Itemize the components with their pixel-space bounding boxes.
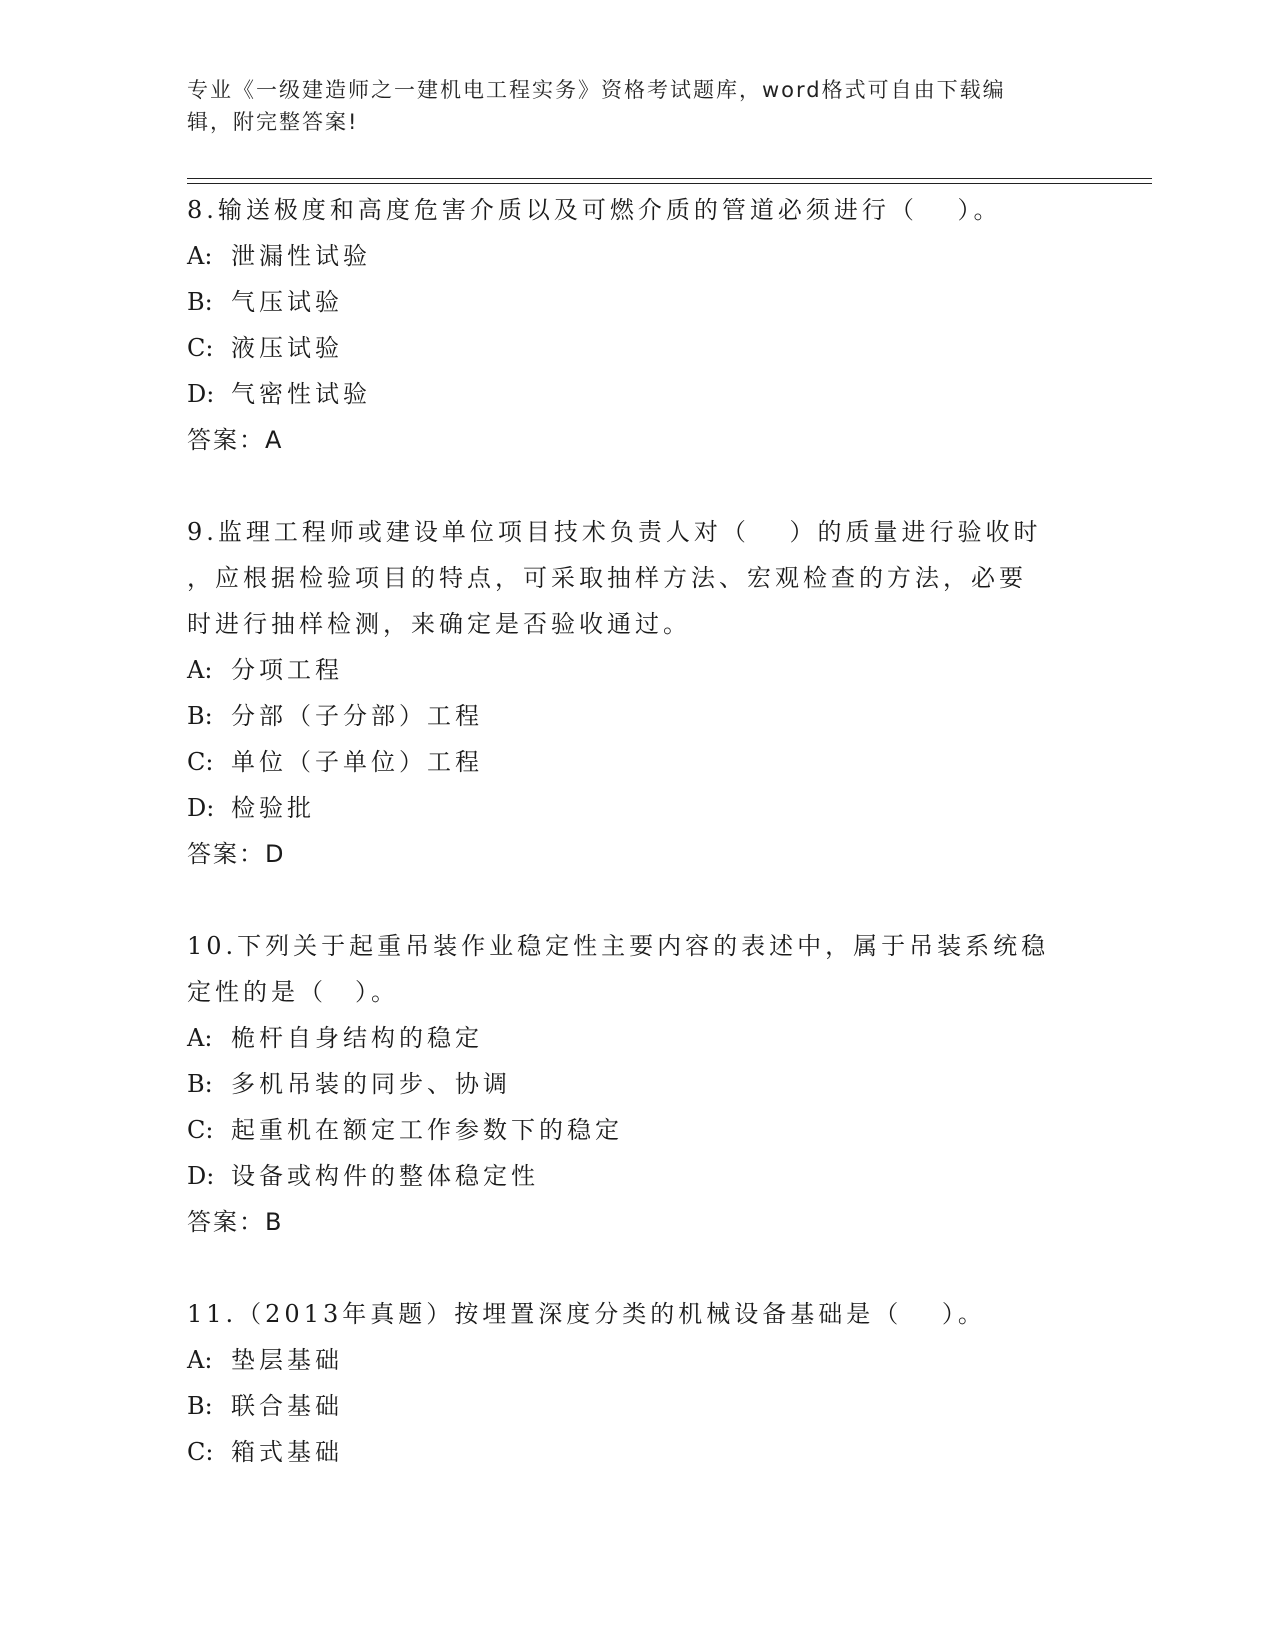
option-key: B: — [187, 702, 213, 730]
option-text: 联合基础 — [231, 1392, 343, 1420]
question-text-line: 时进行抽样检测，来确定是否验收通过。 — [187, 610, 691, 638]
option-a — [187, 647, 1087, 693]
option-text: 设备或构件的整体稳定性 — [231, 1162, 539, 1190]
option-key: C: — [187, 334, 214, 362]
answer-line: 答案：B — [187, 1208, 284, 1236]
option-text: 液压试验 — [231, 334, 343, 362]
option-key: A: — [187, 1346, 213, 1374]
option-a — [187, 1015, 1087, 1061]
option-text: 单位（子单位）工程 — [231, 748, 483, 776]
option-text: 泄漏性试验 — [231, 242, 371, 270]
option-key: B: — [187, 1392, 213, 1420]
header-line-1: 专业《一级建造师之一建机电工程实务》资格考试题库，word格式可自由下载编 — [187, 78, 1006, 102]
question-10 — [187, 923, 1087, 1245]
question-text-line: ，应根据检验项目的特点，可采取抽样方法、宏观检查的方法，必要 — [187, 564, 1027, 592]
option-key: D: — [187, 1162, 215, 1190]
option-key: B: — [187, 1070, 213, 1098]
option-text: 分部（子分部）工程 — [231, 702, 483, 730]
option-c — [187, 1429, 1087, 1475]
option-b — [187, 1383, 1087, 1429]
option-text: 气密性试验 — [231, 380, 371, 408]
question-text-line: 8.输送极度和高度危害介质以及可燃介质的管道必须进行（ ）。 — [187, 196, 1002, 224]
option-key: C: — [187, 1116, 214, 1144]
question-text-line: 9.监理工程师或建设单位项目技术负责人对（ ）的质量进行验收时 — [187, 518, 1042, 546]
question-11 — [187, 1291, 1087, 1475]
option-text: 检验批 — [231, 794, 315, 822]
option-text: 多机吊装的同步、协调 — [231, 1070, 511, 1098]
answer-line: 答案：D — [187, 840, 286, 868]
document-header — [187, 74, 1067, 138]
header-divider-top — [187, 178, 1152, 179]
option-b — [187, 279, 1087, 325]
question-list — [187, 187, 1087, 1475]
option-c — [187, 325, 1087, 371]
question-9 — [187, 509, 1087, 877]
header-line-2: 辑，附完整答案! — [187, 110, 359, 134]
option-c — [187, 739, 1087, 785]
question-text-line: 11.（2013年真题）按埋置深度分类的机械设备基础是（ ）。 — [187, 1300, 986, 1328]
option-d — [187, 371, 1087, 417]
option-key: A: — [187, 656, 213, 684]
option-text: 气压试验 — [231, 288, 343, 316]
option-a — [187, 1337, 1087, 1383]
option-key: D: — [187, 380, 215, 408]
answer-line: 答案：A — [187, 426, 284, 454]
option-text: 垫层基础 — [231, 1346, 343, 1374]
option-text: 桅杆自身结构的稳定 — [231, 1024, 483, 1052]
option-c — [187, 1107, 1087, 1153]
question-text-line: 定性的是（ ）。 — [187, 978, 399, 1006]
option-b — [187, 1061, 1087, 1107]
option-text: 箱式基础 — [231, 1438, 343, 1466]
option-key: B: — [187, 288, 213, 316]
option-b — [187, 693, 1087, 739]
option-a — [187, 233, 1087, 279]
option-key: A: — [187, 1024, 213, 1052]
question-text-line: 10.下列关于起重吊装作业稳定性主要内容的表述中，属于吊装系统稳 — [187, 932, 1050, 960]
option-key: A: — [187, 242, 213, 270]
option-key: C: — [187, 748, 214, 776]
option-d — [187, 1153, 1087, 1199]
option-key: D: — [187, 794, 215, 822]
header-divider-bottom — [187, 183, 1152, 184]
option-key: C: — [187, 1438, 214, 1466]
question-8 — [187, 187, 1087, 463]
option-text: 起重机在额定工作参数下的稳定 — [231, 1116, 623, 1144]
option-d — [187, 785, 1087, 831]
option-text: 分项工程 — [231, 656, 343, 684]
